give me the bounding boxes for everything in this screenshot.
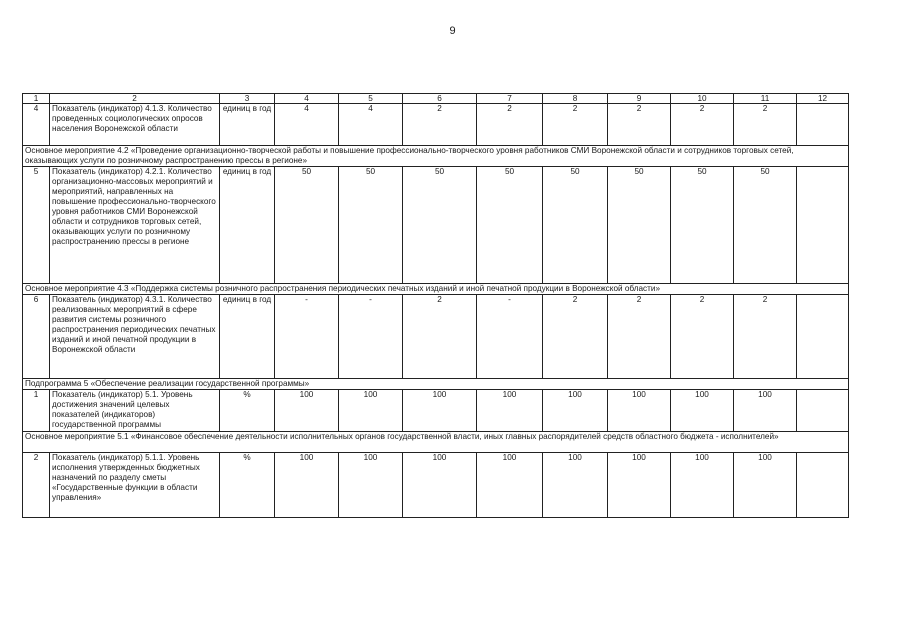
unit-cell: % [220, 390, 275, 432]
value-cell: 4 [275, 104, 339, 146]
unit-cell: единиц в год [220, 295, 275, 379]
value-cell [797, 390, 849, 432]
indicator-row [23, 167, 849, 284]
row-number: 1 [23, 390, 50, 432]
value-cell: 50 [403, 167, 477, 284]
column-header: 12 [797, 94, 849, 104]
column-header: 9 [608, 94, 671, 104]
page-number: 9 [449, 25, 456, 37]
value-cell: 50 [477, 167, 543, 284]
value-cell: 100 [339, 390, 403, 432]
column-header: 5 [339, 94, 403, 104]
column-header: 10 [671, 94, 734, 104]
section-row [23, 432, 849, 453]
column-header: 2 [50, 94, 220, 104]
indicator-row [23, 390, 849, 432]
value-cell: 2 [543, 295, 608, 379]
value-cell: 2 [543, 104, 608, 146]
section-row [23, 146, 849, 167]
value-cell [797, 453, 849, 518]
value-cell: 50 [734, 167, 797, 284]
value-cell: 50 [339, 167, 403, 284]
value-cell: 100 [477, 453, 543, 518]
value-cell: - [477, 295, 543, 379]
indicator-row [23, 104, 849, 146]
section-row [23, 379, 849, 390]
value-cell: 2 [477, 104, 543, 146]
column-header: 3 [220, 94, 275, 104]
value-cell: 2 [403, 295, 477, 379]
row-number: 6 [23, 295, 50, 379]
value-cell: 2 [608, 104, 671, 146]
value-cell: 50 [543, 167, 608, 284]
value-cell: 100 [275, 453, 339, 518]
section-title: Основное мероприятие 5.1 «Финансовое обеспечение деятельности исполнительных органов государственной власти, иных главных распорядителей средств областного бюджета - исполнителей» [23, 432, 849, 453]
section-title: Подпрограмма 5 «Обеспечение реализации государственной программы» [23, 379, 849, 390]
value-cell: 4 [339, 104, 403, 146]
value-cell: 100 [671, 390, 734, 432]
column-header: 6 [403, 94, 477, 104]
value-cell: 100 [543, 453, 608, 518]
value-cell: - [275, 295, 339, 379]
indicator-row [23, 295, 849, 379]
unit-cell: единиц в год [220, 167, 275, 284]
indicator-name: Показатель (индикатор) 4.2.1. Количество организационно-массовых мероприятий и мероприятий, направленных на повышение профессионально-творческого уровня работников СМИ Воронежской области и сотрудников торговых сетей, оказывающих услуги по розничному распространению прессы в регионе [50, 167, 220, 284]
header-row [23, 94, 849, 104]
value-cell: 2 [734, 104, 797, 146]
value-cell: 100 [543, 390, 608, 432]
value-cell: 100 [275, 390, 339, 432]
section-row [23, 284, 849, 295]
unit-cell: % [220, 453, 275, 518]
value-cell: 100 [403, 390, 477, 432]
value-cell: 50 [671, 167, 734, 284]
column-header: 1 [23, 94, 50, 104]
value-cell [797, 167, 849, 284]
column-header: 8 [543, 94, 608, 104]
indicator-name: Показатель (индикатор) 4.3.1. Количество реализованных мероприятий в сфере развития системы розничного распространения периодических печатных изданий и иной печатной продукции в Воронежской области [50, 295, 220, 379]
value-cell: 50 [275, 167, 339, 284]
value-cell: 2 [608, 295, 671, 379]
column-header: 4 [275, 94, 339, 104]
value-cell: 2 [671, 104, 734, 146]
indicator-name: Показатель (индикатор) 4.1.3. Количество проведенных социологических опросов населения Воронежской области [50, 104, 220, 146]
value-cell: 100 [608, 390, 671, 432]
section-title: Основное мероприятие 4.2 «Проведение организационно-творческой работы и повышение профессионально-творческого уровня работников СМИ Воронежской области и сотрудников торговых сетей, оказывающих услуги по розничному распространению прессы в регионе» [23, 146, 849, 167]
column-header: 7 [477, 94, 543, 104]
section-title: Основное мероприятие 4.3 «Поддержка системы розничного распространения периодических печатных изданий и иной печатной продукции в Воронежской области» [23, 284, 849, 295]
indicator-name: Показатель (индикатор) 5.1.1. Уровень исполнения утвержденных бюджетных назначений по разделу сметы «Государственные функции в области управления» [50, 453, 220, 518]
value-cell [797, 295, 849, 379]
value-cell: 2 [734, 295, 797, 379]
value-cell: 100 [477, 390, 543, 432]
row-number: 4 [23, 104, 50, 146]
row-number: 2 [23, 453, 50, 518]
indicator-row [23, 453, 849, 518]
value-cell: 100 [671, 453, 734, 518]
unit-cell: единиц в год [220, 104, 275, 146]
row-number: 5 [23, 167, 50, 284]
indicator-name: Показатель (индикатор) 5.1. Уровень достижения значений целевых показателей (индикаторов) государственной программы [50, 390, 220, 432]
value-cell: 100 [403, 453, 477, 518]
column-header: 11 [734, 94, 797, 104]
indicators-table [22, 93, 849, 518]
value-cell: 100 [734, 390, 797, 432]
value-cell: 100 [608, 453, 671, 518]
value-cell: 2 [671, 295, 734, 379]
value-cell: 50 [608, 167, 671, 284]
value-cell: 2 [403, 104, 477, 146]
value-cell: - [339, 295, 403, 379]
value-cell: 100 [734, 453, 797, 518]
value-cell: 100 [339, 453, 403, 518]
value-cell [797, 104, 849, 146]
